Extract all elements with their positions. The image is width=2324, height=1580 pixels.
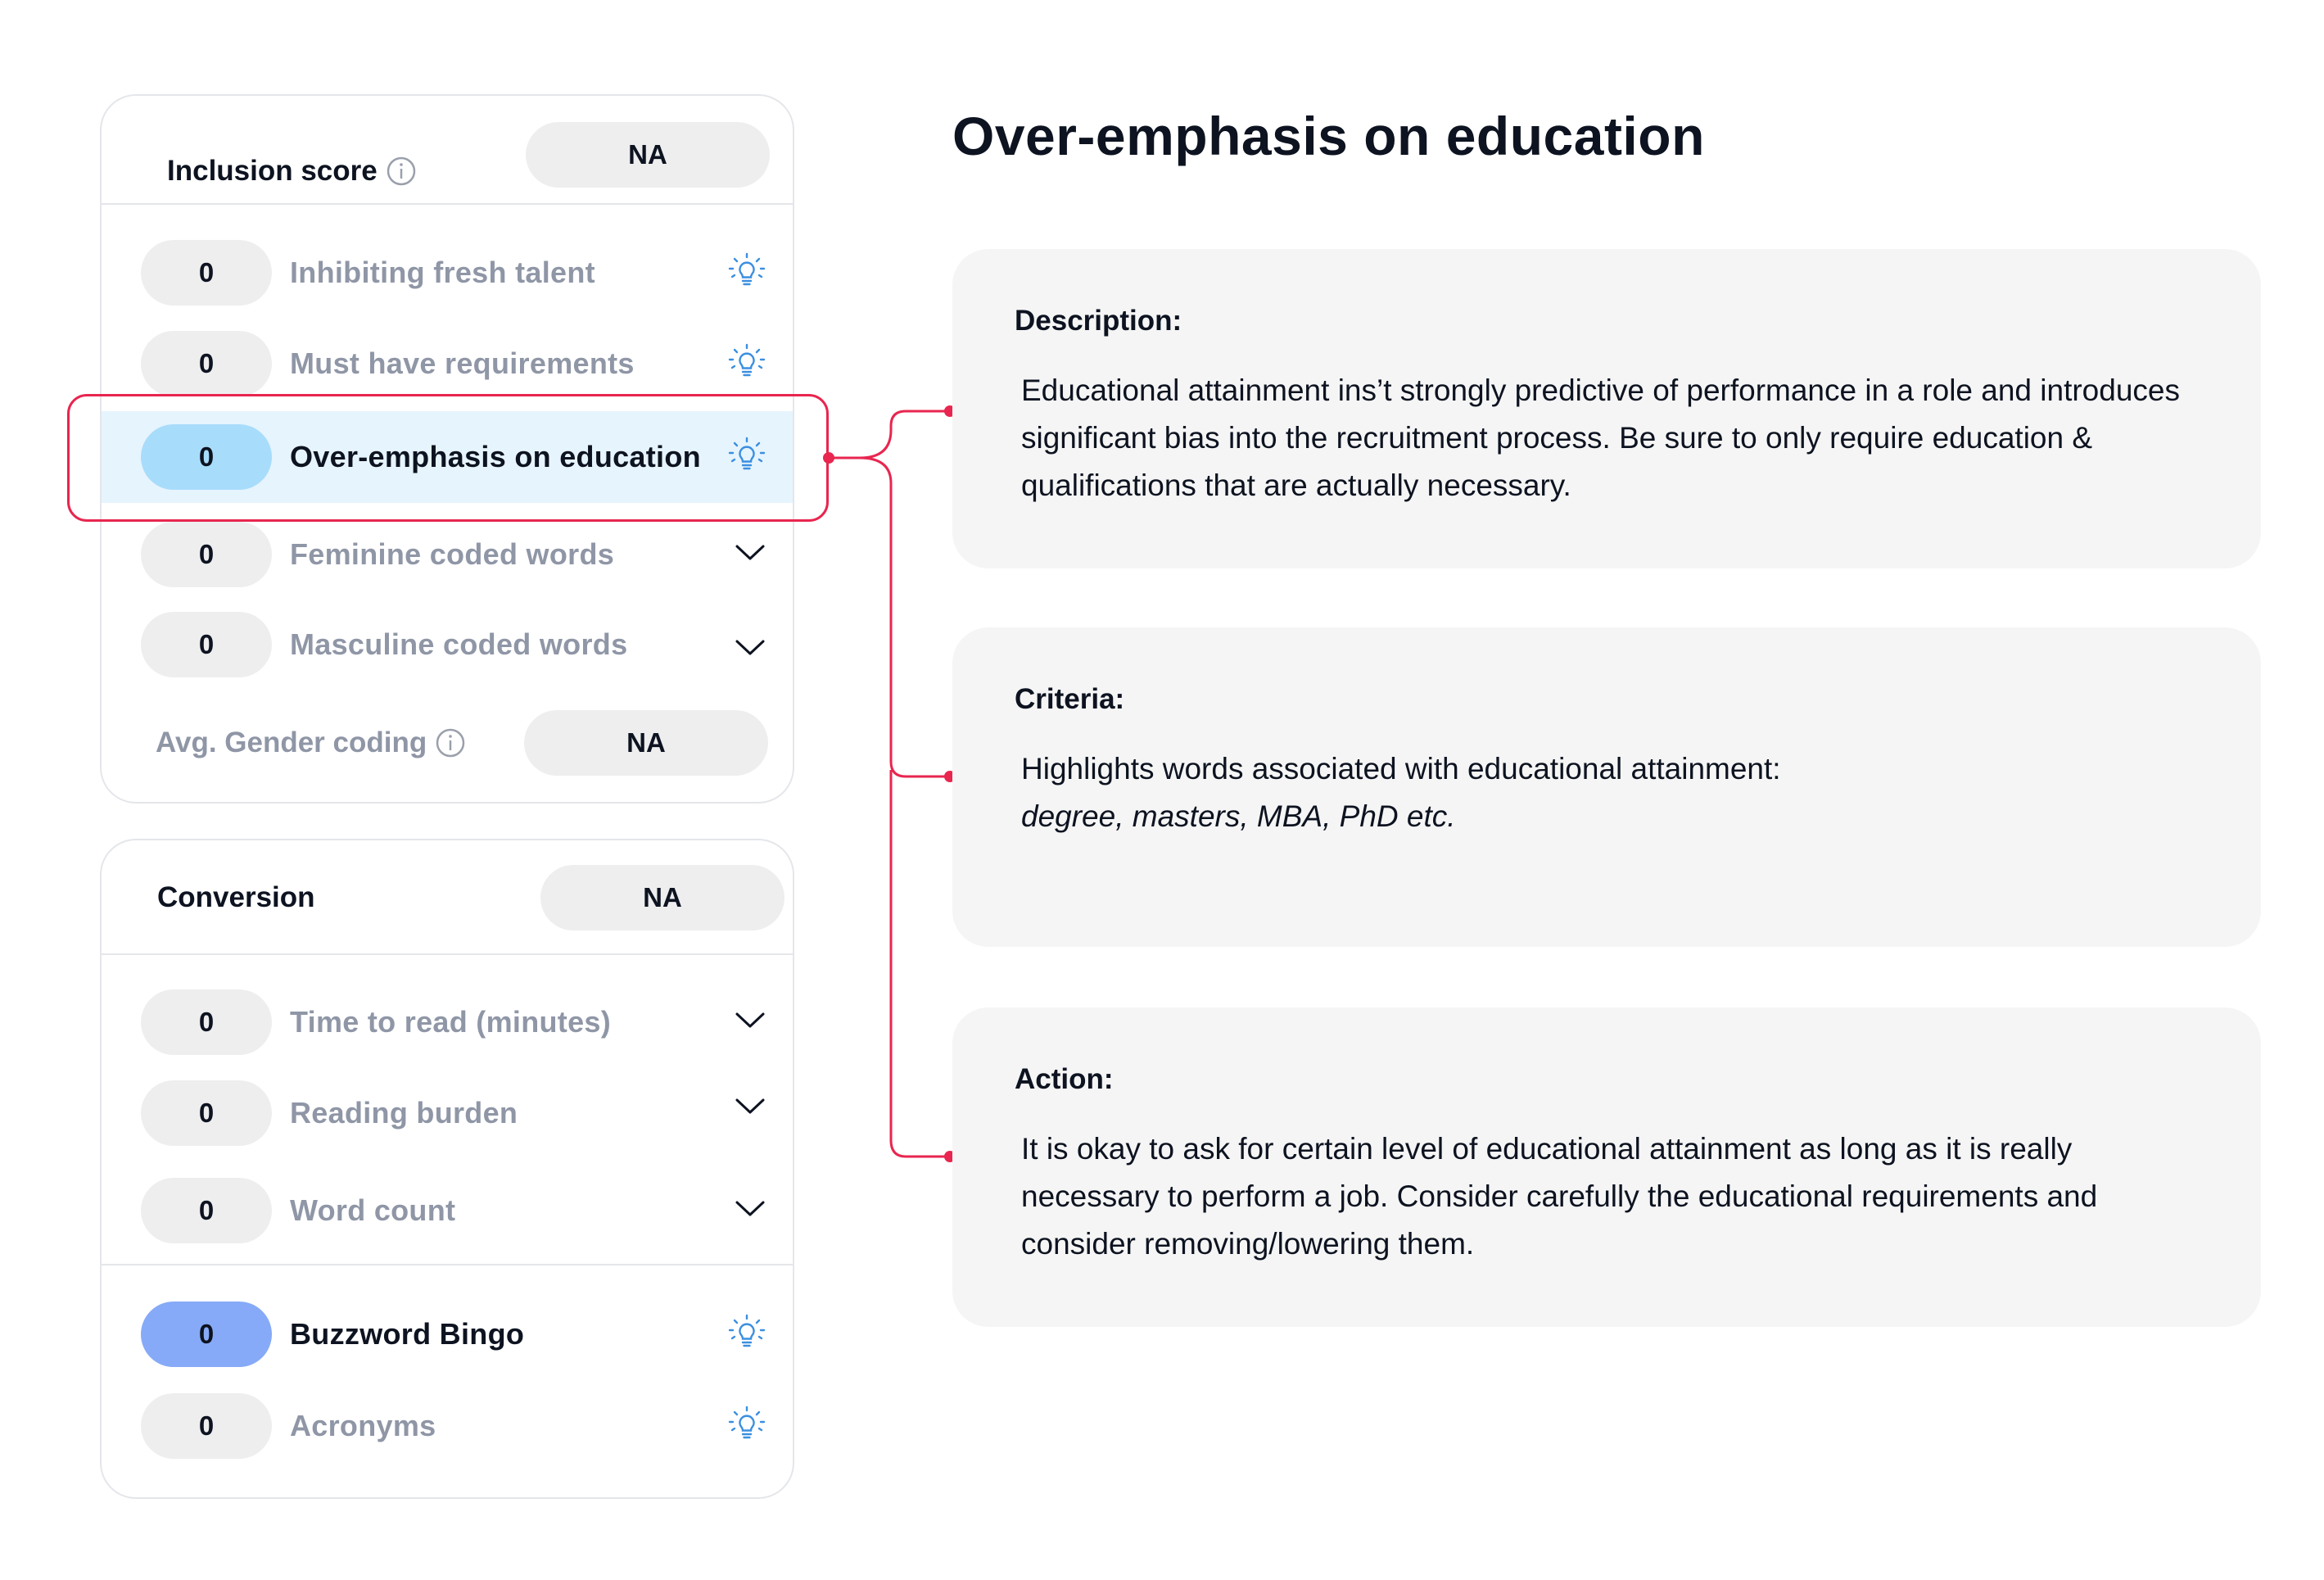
item-label: Over-emphasis on education: [290, 440, 701, 473]
item-label: Time to read (minutes): [290, 1005, 612, 1039]
score-pill: 0: [141, 1080, 272, 1146]
item-label: Must have requirements: [290, 346, 635, 380]
item-label: Buzzword Bingo: [290, 1317, 525, 1351]
conversion-score-value: NA: [540, 865, 784, 930]
score-pill: 0: [141, 424, 272, 490]
conversion-title: Conversion: [157, 881, 315, 913]
criteria-text: Highlights words associated with educational attainment:: [1021, 752, 1781, 785]
score-pill: 0: [141, 1178, 272, 1243]
item-label: Reading burden: [290, 1096, 518, 1130]
score-pill: 0: [141, 989, 272, 1055]
avg-gender-coding-label: Avg. Gender coding: [156, 727, 427, 758]
avg-gender-coding-value: NA: [524, 710, 768, 776]
criteria-heading: Criteria:: [1015, 683, 1125, 715]
inclusion-score-value: NA: [526, 122, 770, 188]
action-panel: [952, 1007, 2261, 1327]
criteria-body: [1021, 745, 2217, 840]
item-label: Inhibiting fresh talent: [290, 256, 595, 289]
item-label: Masculine coded words: [290, 627, 628, 661]
score-pill: 0: [141, 1302, 272, 1367]
action-text: It is okay to ask for certain level of educational attainment as long as it is really necessary to perform a job. Consider carefully the educational requirements and consider removing/lowering them.: [1021, 1132, 2098, 1261]
score-pill: 0: [141, 1393, 272, 1459]
item-label: Feminine coded words: [290, 537, 615, 571]
score-pill: 0: [141, 612, 272, 677]
item-label: Acronyms: [290, 1409, 436, 1442]
score-pill: 0: [141, 522, 272, 587]
criteria-panel: [952, 627, 2261, 947]
action-heading: Action:: [1015, 1063, 1114, 1095]
description-text: Educational attainment ins’t strongly predictive of performance in a role and introduces significant bias into the recruitment process. Be sure to only require education & qualifications that are actually necessary.: [1021, 373, 2180, 502]
detail-title: Over-emphasis on education: [952, 106, 1705, 166]
score-pill: 0: [141, 331, 272, 396]
criteria-examples: degree, masters, MBA, PhD etc.: [1021, 799, 1456, 833]
item-label: Word count: [290, 1193, 456, 1227]
description-panel: [952, 249, 2261, 568]
inclusion-score-title: Inclusion score: [167, 155, 378, 187]
description-heading: Description:: [1015, 305, 1182, 337]
score-pill: 0: [141, 240, 272, 306]
